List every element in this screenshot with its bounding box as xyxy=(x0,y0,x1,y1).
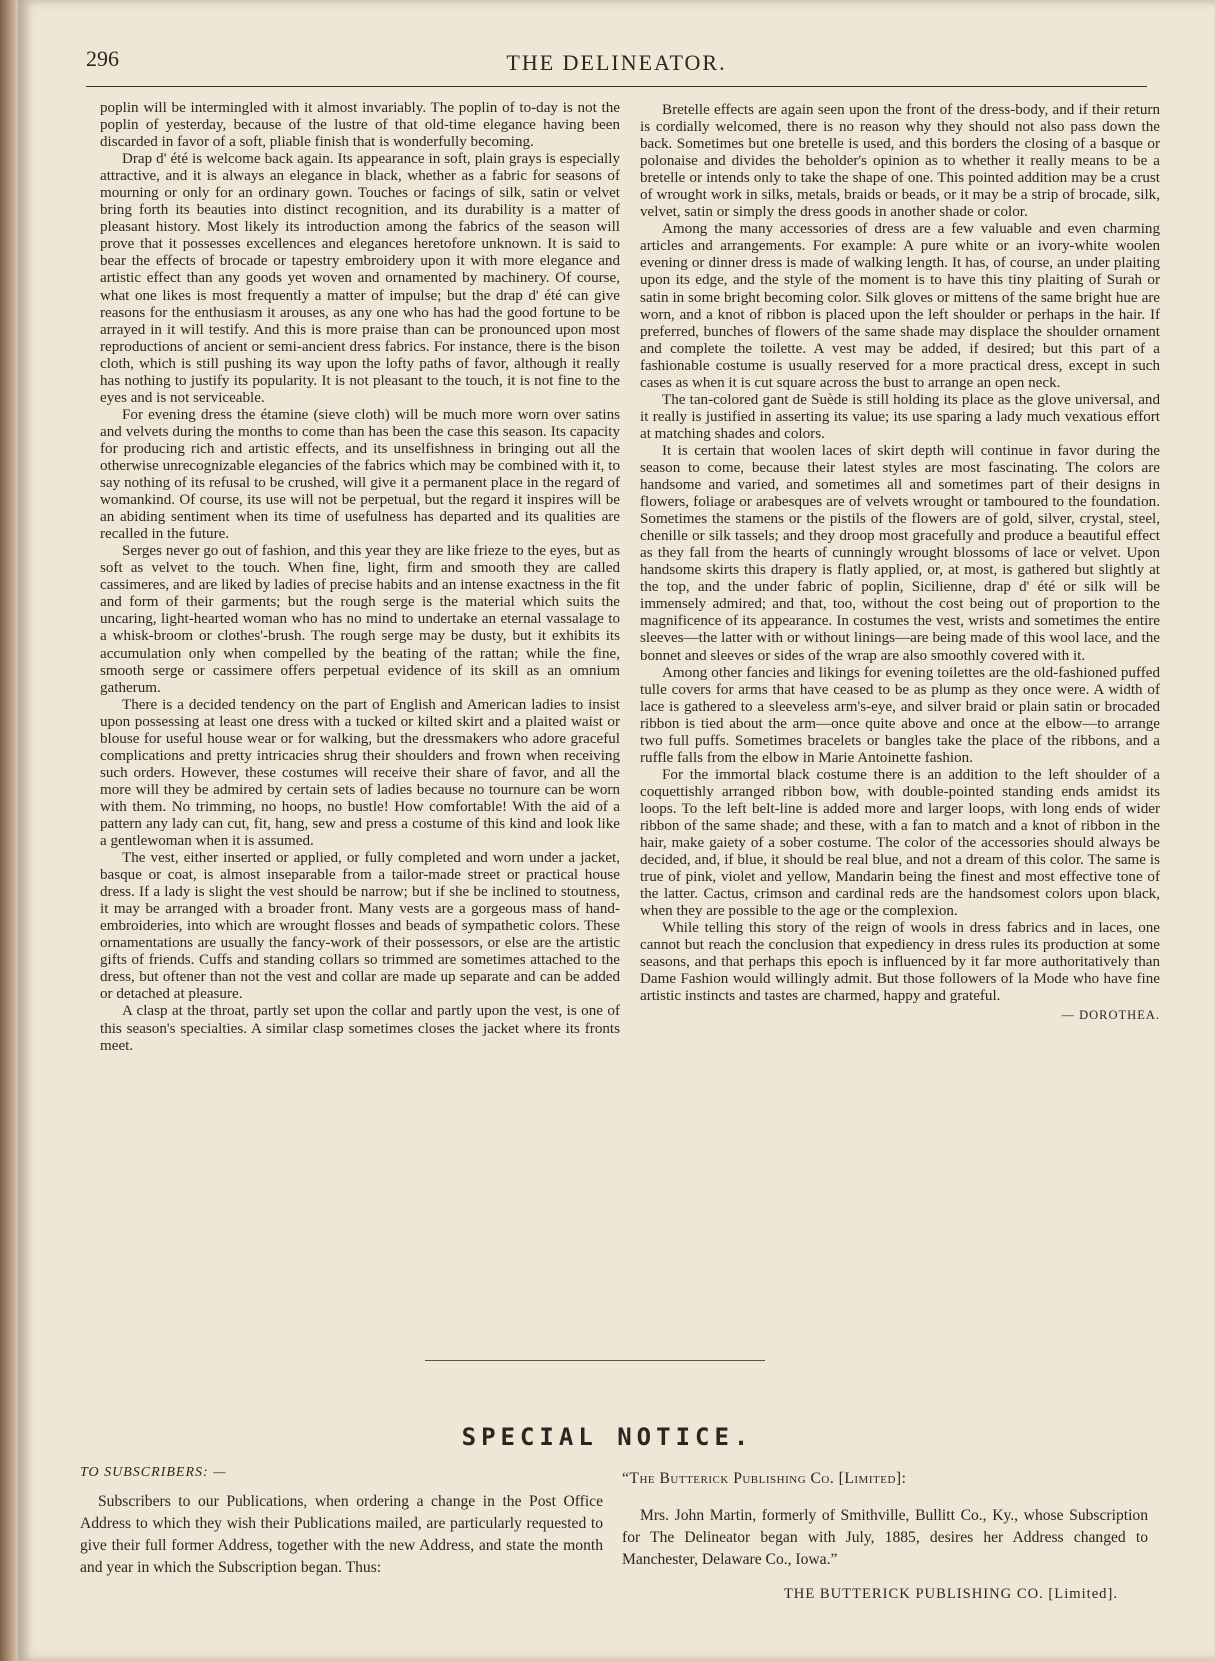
paragraph: A clasp at the throat, partly set upon the collar and partly upon the vest, is one of this season's specialties. A similar clasp sometimes closes the jacket where its fronts meet. xyxy=(100,1003,620,1054)
paragraph: The vest, either inserted or applied, or fully completed and worn under a jacket, basque or coat, is almost inseparable from a tailor-made street or practical house dress. If a lady is slight the vest should be narrow; but if she be inclined to stoutness, it may be arranged with a broader front. Many vests are a gorgeous mass of hand-embroideries, into which are wrought flosses and beads of sympathetic colors. These ornamentations are usually the fancy-work of their possessors, or else are the artistic gifts of friends. Cuffs and standing collars so trimmed are sometimes attached to the dress, but oftener than not the vest and collar are made up separate and can be added or detached at pleasure. xyxy=(100,850,620,1003)
publication-title: THE DELINEATOR. xyxy=(506,50,727,75)
paragraph: Among the many accessories of dress are a few valuable and even charming articles and arrangements. For example: A pure white or an ivory-white woolen evening or dinner dress is made of walking length. It has, of course, an under plaiting upon its edge, and the style of the moment is to have this tiny plaiting of Surah or satin in some bright becoming color. Silk gloves or mittens of the same bright hue are worn, and a knot of ribbon is placed upon the left shoulder or perhaps in the hair. If preferred, bunches of flowers of the same shade may displace the shoulder ornament and complete the toilette. A vest may be added, if desired; but this part of a fashionable costume is usually reserved for a more practical dress, except in such cases as when it is cut square across the bust to arrange an open neck. xyxy=(640,221,1160,391)
notice-instructions: Subscribers to our Publications, when ordering a change in the Post Office Address to which they wish their Publications mailed, are particularly requested to give their full former Address, together with the new Address, and state the month and year in which the Subscription began. Thus: xyxy=(80,1493,603,1576)
page-header xyxy=(86,40,1147,87)
paragraph: There is a decided tendency on the part of English and American ladies to insist upon possessing at least one dress with a tucked or kilted skirt and a plaited waist or blouse for useful house wear or for walking, but the dressmakers who adore graceful complications and pretty intricacies shrug their shoulders and frown when receiving such orders. However, these costumes will receive their share of favor, and all the more will they be admired by certain sets of ladies because no tournure can be worn with them. No trimming, no hoops, no bustle! How comfortable! With the aid of a pattern any lady can cut, fit, hang, sew and press a costume of this kind and look like a gentlewoman when it is assumed. xyxy=(100,696,620,850)
author-signature: — DOROTHEA. xyxy=(1061,1008,1160,1023)
paragraph: Drap d' été is welcome back again. Its appearance in soft, plain grays is especially attractive, and it is always an elegance in black, whether as a fabric for seasons of mourning or only for an ordinary gown. Touches or facings of silk, satin or velvet bring forth its beauties into distinct recognition, and its durability is a matter of pleasant history. Most likely its introduction among the fabrics of the season will prove that it possesses excellences and elegances heretofore unknown. It is said to bear the effects of brocade or tapestry embroidery upon it with more elegance and artistic effect than any goods yet woven and ornamented by machinery. Of course, what one likes is most frequently a matter of impulse; but the drap d' été can give reasons for the enthusiasm it arouses, as any one who has had the good fortune to be arrayed in it will testify. And this is more praise than can be pronounced upon most reproductions of ancient or semi-ancient dress fabrics. For instance, there is the bison cloth, which is still pushing its way upon the lofty paths of favor, although it really has nothing to justify its popularity. It is not pleasant to the touch, it is not fine to the eyes and is not serviceable. xyxy=(100,151,620,406)
notice-address-line: “The Butterick Publishing Co. [Limited]: xyxy=(622,1470,907,1487)
paragraph: It is certain that woolen laces of skirt depth will continue in favor during the season to come, because their latest styles are most fascinating. The colors are handsome and varied, and sometimes all and sometimes part of their designs in flowers, foliage or arabesques are of velvets wrought or tamboured to the foundation. Sometimes the stamens or the pistils of the flowers are of gold, silver, crystal, steel, chenille or silk tassels; and they droop most gracefully and produce a beautiful effect as they fall from the hearts of cunningly wrought blossoms of lace or velvet. Upon handsome skirts this drapery is flatly applied, or, at most, is gathered but slightly at the top, and the under fabric of poplin, Sicilienne, drap d' été or silk will be immensely admired; and that, too, without the cost being out of proportion to the magnificence of its appearance. In costumes the vest, wrists and sometimes the entire sleeves—the latter with or without linings—are being made of this wool lace, and the bonnet and sleeves or sides of the wrap are also smoothly covered with it. xyxy=(640,442,1160,664)
notice-right-column xyxy=(622,1468,1148,1605)
paragraph: While telling this story of the reign of wools in dress fabrics and in laces, one cannot but reach the conclusion that expediency in dress rules its production at some seasons, and that perhaps this epoch is influenced by it far more authoritatively than Dame Fashion would willingly admit. But those followers of la Mode who have fine artistic instincts and tastes are charmed, happy and grateful. xyxy=(640,920,1160,1005)
page-number: 296 xyxy=(86,46,119,71)
paragraph: The tan-colored gant de Suède is still holding its place as the glove universal, and it really is justified in asserting its value; its use sparing a lady much vexatious effort at matching shades and colors. xyxy=(640,391,1160,442)
article-column-right xyxy=(640,102,1160,1305)
paragraph: poplin will be intermingled with it almost invariably. The poplin of to-day is not the poplin of yesterday, because of the lustre of that old-time elegance having been discarded in favor of a soft, pliable finish that is wonderfully becoming. xyxy=(100,100,620,151)
paragraph: For evening dress the étamine (sieve cloth) will be much more worn over satins and velvets during the months to come than has been the case this season. Its capacity for producing rich and artistic effects, and its unselfishness in bringing out all the otherwise unrecognizable elegancies of the fabrics which may be combined with it, to say nothing of its refusal to be crushed, will give it a permanent place in the regard of womankind. Of course, its use will not be perpetual, but the regard it inspires will be an abiding sentiment when its time of usefulness has departed and its qualities are recalled in the future. xyxy=(100,406,620,543)
notice-salutation: TO SUBSCRIBERS: — xyxy=(80,1465,227,1480)
special-notice-title: SPECIAL NOTICE. xyxy=(461,1423,754,1451)
notice-example-letter: Mrs. John Martin, formerly of Smithville, Bullitt Co., Ky., whose Subscription for The Delineator began with July, 1885, desires her Address changed to Manchester, Delaware Co., Iowa.” xyxy=(622,1507,1148,1568)
paragraph: Serges never go out of fashion, and this year they are like frieze to the eyes, but as soft as velvet to the touch. When fine, light, firm and smooth they are called cassimeres, and are liked by ladies of precise habits and an intense exactness in the fit and form of their garments; but the rough serge is the material which suits the uncaring, light-hearted woman who has no mind to undertake an eternal vassalage to a whisk-broom or clothes'-brush. The rough serge may be dusty, but it exhibits its accumulation only when compelled by the beating of the rattan; while the fine, smooth serge or cassimere offers perpetual evidence of its skill as an omnium gatherum. xyxy=(100,543,620,696)
paragraph: Among other fancies and likings for evening toilettes are the old-fashioned puffed tulle covers for arms that have ceased to be as plump as they once were. A width of lace is gathered to a sleeveless arm's-eye, and silver braid or plain satin or brocaded ribbon is tied about the arm—once quite above and once at the elbow—to arrange two full puffs. Sometimes bracelets or bangles take the place of the ribbons, and a ruffle falls from the elbow in Marie Antoinette fashion. xyxy=(640,664,1160,766)
notice-left-column xyxy=(80,1462,603,1579)
article-column-left xyxy=(100,100,620,1305)
notice-sign-off: THE BUTTERICK PUBLISHING CO. [Limited]. xyxy=(783,1586,1118,1602)
paragraph: Bretelle effects are again seen upon the front of the dress-body, and if their return is cordially welcomed, there is no reason why they should not also pass down the back. Sometimes but one bretelle is used, and this borders the closing of a basque or polonaise and divides the beholder's opinion as to whether it really means to be a bretelle or intends only to take the shape of one. This pointed addition may be a crust of wrought work in silks, metals, braids or beads, or it may be a strip of brocade, silk, velvet, satin or simply the dress goods in another shade or color. xyxy=(640,102,1160,221)
section-divider xyxy=(425,1360,765,1361)
paragraph: For the immortal black costume there is an addition to the left shoulder of a coquettishly arranged ribbon bow, with double-pointed standing ends amidst its loops. To the left belt-line is added more and larger loops, with long ends of wider ribbon of the same shade; and these, with a fan to match and a knot of ribbon in the hair, make gaiety of a sober costume. The color of the accessories should always be decided, and, if blue, it should be real blue, and not a dream of this color. The same is true of pink, violet and yellow, Mandarin being the finest and most effective tone of the latter. Cactus, crimson and cardinal reds are the handsomest colors upon black, when they are possible to the age or the complexion. xyxy=(640,766,1160,920)
page-edge xyxy=(0,0,18,1661)
